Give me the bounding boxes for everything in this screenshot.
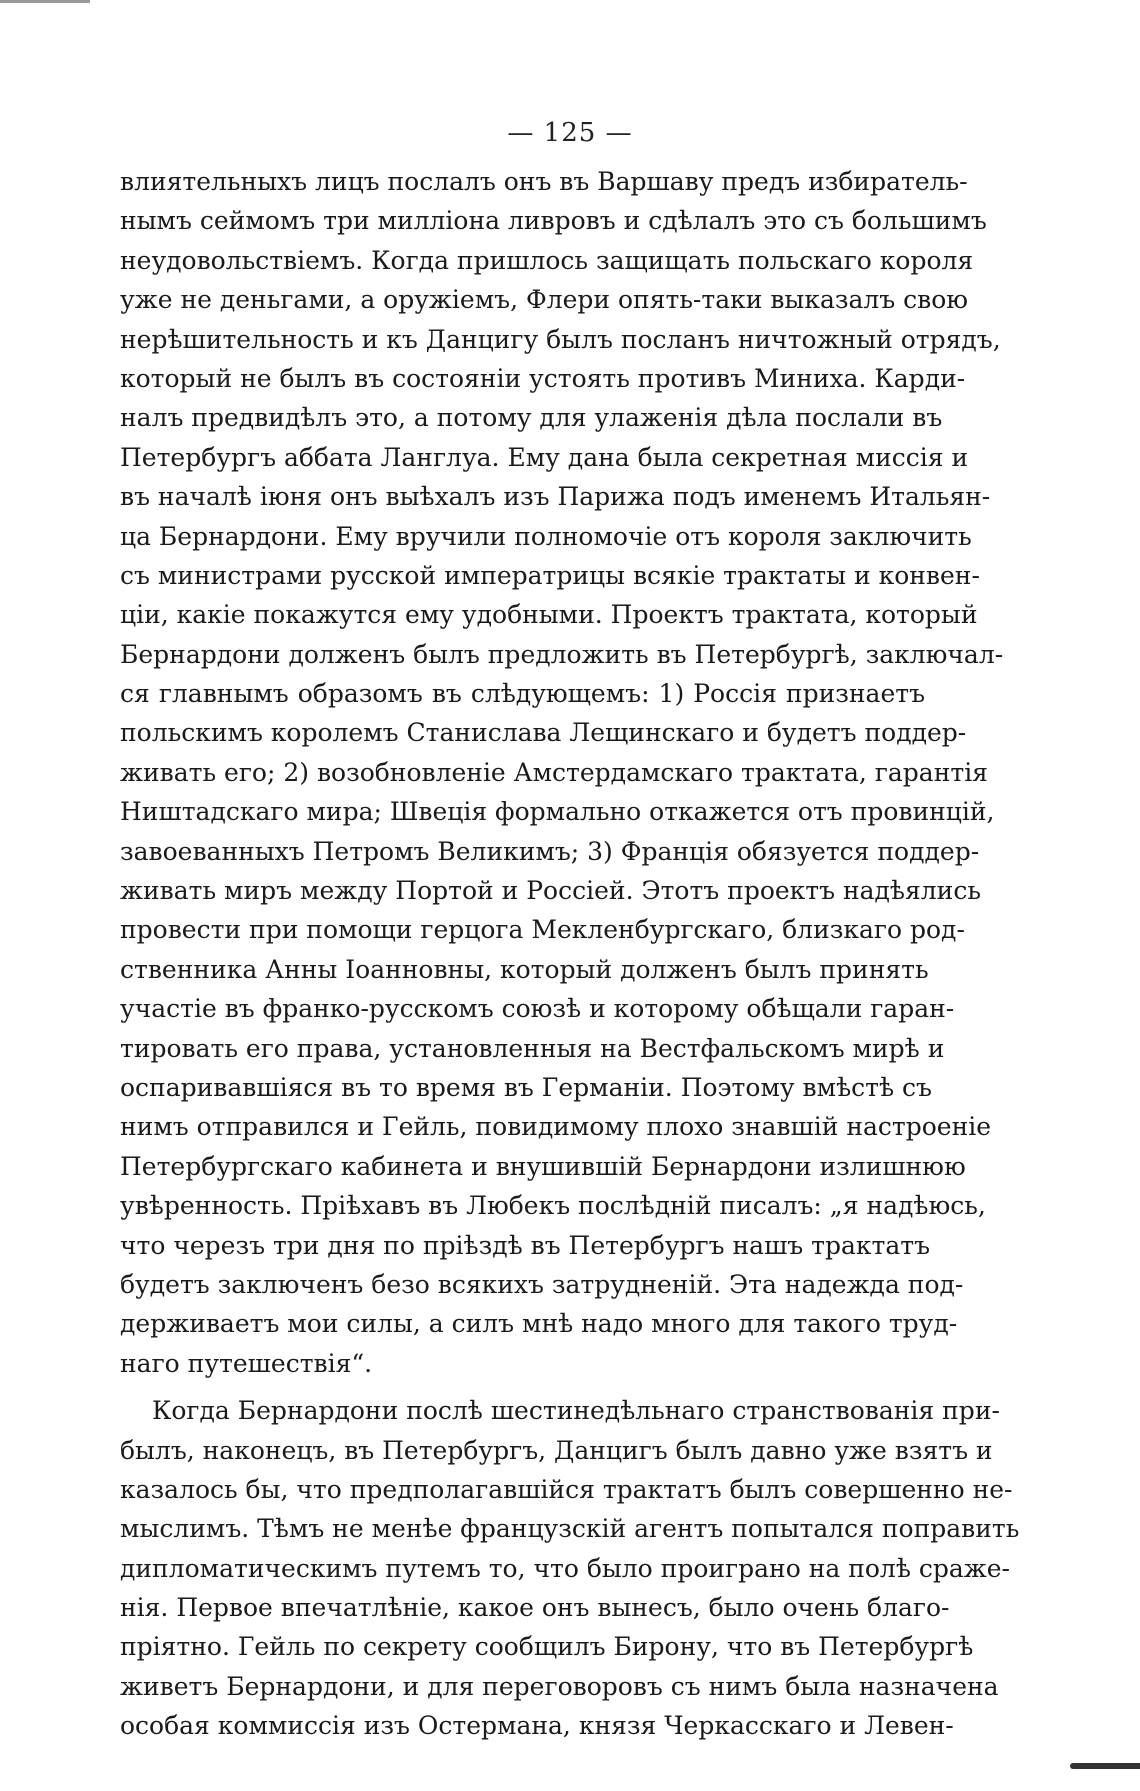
scan-edge-mark (1070, 1763, 1140, 1769)
text-line: дипломатическимъ путемъ то, что было проиграно на полѣ сраже- (120, 1553, 1010, 1583)
scan-edge-mark (0, 0, 90, 3)
text-line: держиваетъ мои силы, а силъ мнѣ надо много для такого труд- (120, 1309, 958, 1339)
text-line: участіе въ франко-русскомъ союзѣ и которому обѣщали гаран- (120, 994, 955, 1024)
text-line: оспаривавшіяся въ то время въ Германіи. Поэтому вмѣстѣ съ (120, 1072, 932, 1102)
text-line: Когда Бернардони послѣ шестинедѣльнаго странствованія при- (152, 1396, 1000, 1426)
text-line: былъ, наконецъ, въ Петербургъ, Данцигъ былъ давно уже взятъ и (120, 1435, 993, 1465)
text-line: уже не деньгами, а оружіемъ, Флери опять-таки выказалъ свою (120, 285, 969, 315)
text-line: живать миръ между Портой и Россіей. Этотъ проектъ надѣялись (120, 876, 981, 906)
text-line: нія. Первое впечатлѣніе, какое онъ вынесъ, было очень благо- (120, 1593, 950, 1623)
text-line: который не былъ въ состояніи устоять противъ Миниха. Карди- (120, 363, 966, 393)
text-line: Петербургскаго кабинета и внушившій Бернардони излишнюю (120, 1151, 966, 1181)
text-line: завоеванныхъ Петромъ Великимъ; 3) Франція обязуется поддер- (120, 836, 980, 866)
text-line: пріятно. Гейль по секрету сообщилъ Бирону, что въ Петербургѣ (120, 1632, 974, 1662)
text-line: наго путешествія“. (120, 1348, 373, 1378)
text-line: живетъ Бернардони, и для переговоровъ съ нимъ была назначена (120, 1671, 999, 1701)
text-line: ца Бернардони. Ему вручили полномочіе отъ короля заключить (120, 521, 972, 551)
text-line: особая коммиссія изъ Остермана, князя Черкасскаго и Левен- (120, 1711, 954, 1741)
text-line: влиятельныхъ лицъ послалъ онъ въ Варшаву предъ избиратель- (120, 167, 968, 196)
text-line: казалось бы, что предполагавшійся трактатъ былъ совершенно не- (120, 1474, 1013, 1504)
text-line: съ министрами русской императрицы всякіе трактаты и конвен- (120, 560, 980, 590)
text-line: живать его; 2) возобновленіе Амстердамскаго трактата, гарантія (120, 757, 988, 787)
text-line: нимъ отправился и Гейль, повидимому плохо знавшій настроеніе (120, 1112, 992, 1142)
text-line: увѣренность. Пріѣхавъ въ Любекъ послѣдній писалъ: „я надѣюсь, (120, 1191, 986, 1221)
text-line: тировать его права, установленныя на Вестфальскомъ мирѣ и (120, 1033, 945, 1063)
text-line: ся главнымъ образомъ въ слѣдующемъ: 1) Россія признаетъ (120, 679, 925, 709)
text-line: нымъ сеймомъ три милліона ливровъ и сдѣлалъ это съ большимъ (120, 206, 987, 236)
text-line: будетъ заключенъ безо всякихъ затрудненій. Эта надежда под- (120, 1269, 964, 1299)
text-line: что черезъ три дня по пріѣздѣ въ Петербургъ нашъ трактатъ (120, 1230, 930, 1260)
paragraph-gap (120, 1383, 925, 1391)
text-line: Бернардони долженъ былъ предложить въ Петербургѣ, заключал- (120, 639, 1004, 669)
paragraph-2 (120, 1391, 1020, 1746)
text-line: неудовольствіемъ. Когда пришлось защищать польскаго короля (120, 245, 974, 275)
text-line: въ началѣ іюня онъ выѣхалъ изъ Парижа подъ именемъ Итальян- (120, 482, 991, 512)
text-line: нерѣшительность и къ Данцигу былъ посланъ ничтожный отрядъ, (120, 324, 1001, 354)
text-line: налъ предвидѣлъ это, а потому для улаженія дѣла послали въ (120, 403, 943, 433)
paragraph-1 (120, 162, 1004, 1383)
text-line: ціи, какіе покажутся ему удобными. Проектъ трактата, который (120, 600, 978, 630)
text-line: мыслимъ. Тѣмъ не менѣе французскій агентъ попытался поправить (120, 1514, 1020, 1544)
text-line: ственника Анны Іоанновны, который долженъ былъ принять (120, 954, 929, 984)
page-number: — 125 — (507, 118, 633, 148)
text-line: Петербургъ аббата Ланглуа. Ему дана была секретная миссія и (120, 442, 969, 472)
page-body-text (120, 162, 1020, 1746)
text-line: провести при помощи герцога Мекленбургскаго, близкаго род- (120, 915, 965, 945)
text-line: польскимъ королемъ Станислава Лещинскаго и будетъ поддер- (120, 718, 967, 748)
text-line: Ништадскаго мира; Швеція формально откажется отъ провинцій, (120, 797, 995, 827)
